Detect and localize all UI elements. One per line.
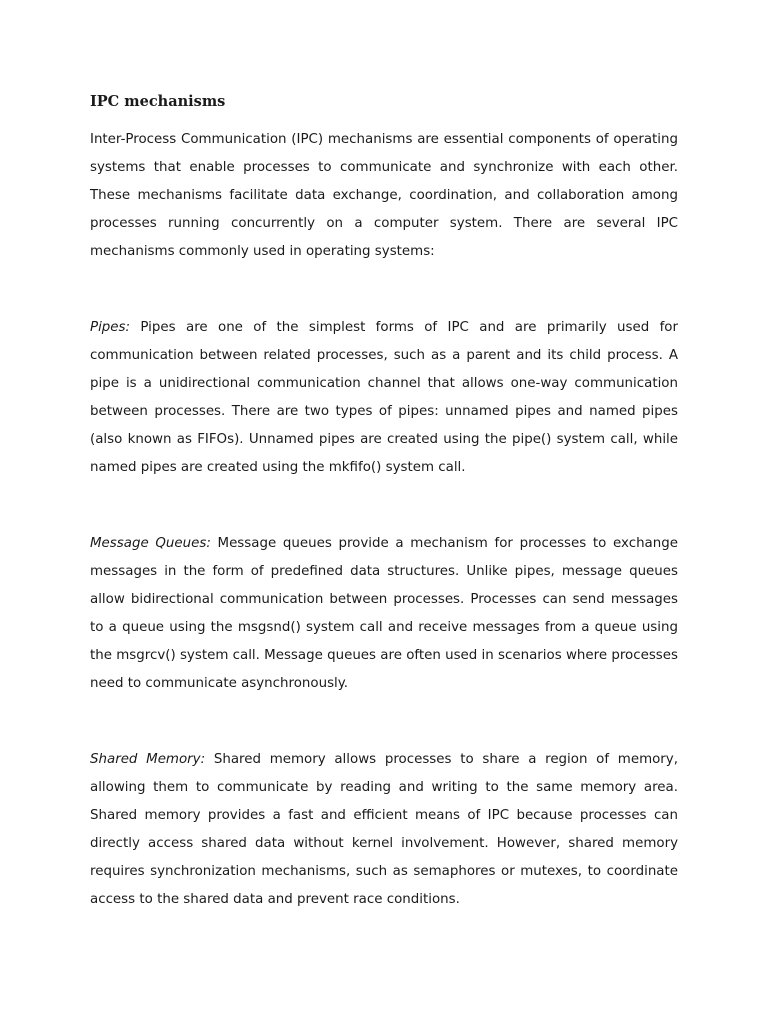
document-title: IPC mechanisms — [90, 93, 226, 110]
section-body: Shared memory allows processes to share a region of memory, allowing them to communicate by reading and writing to the same memory area. Shared memory provides a fast and efficient means of IPC because processes can directly access shared data without kernel involvement. However, shared memory requires synchronization mechanisms, such as semaphores or mutexes, to coordinate access to the shared data and prevent race conditions. — [90, 752, 678, 907]
section-term: Message Queues: — [90, 536, 211, 551]
section-message-queues — [90, 530, 678, 698]
section-spacer — [90, 698, 678, 746]
section-spacer — [90, 266, 678, 314]
section-shared-memory — [90, 746, 678, 914]
section-term: Shared Memory: — [90, 752, 206, 767]
section-term: Pipes: — [90, 320, 131, 335]
section-spacer — [90, 482, 678, 530]
section-pipes — [90, 314, 678, 482]
section-body: Pipes are one of the simplest forms of IPC and are primarily used for communication between related processes, such as a parent and its child process. A pipe is a unidirectional communication channel that allows one-way communication between processes. There are two types of pipes: unnamed pipes and named pipes (also known as FIFOs). Unnamed pipes are created using the pipe() system call, while named pipes are created using the mkfifo() system call. — [90, 320, 679, 475]
section-body: Message queues provide a mechanism for processes to exchange messages in the form of predefined data structures. Unlike pipes, message queues allow bidirectional communication between processes. Processes can send messages to a queue using the msgsnd() system call and receive messages from a queue using the msgrcv() system call. Message queues are often used in scenarios where processes need to communicate asynchronously. — [90, 536, 678, 691]
intro-paragraph: Inter-Process Communication (IPC) mechanisms are essential components of operating systems that enable processes to communicate and synchronize with each other. These mechanisms facilitate data exchange, coordination, and collaboration among processes running concurrently on a computer system. There are several IPC mechanisms commonly used in operating systems: — [90, 132, 678, 259]
document-page — [90, 88, 678, 914]
